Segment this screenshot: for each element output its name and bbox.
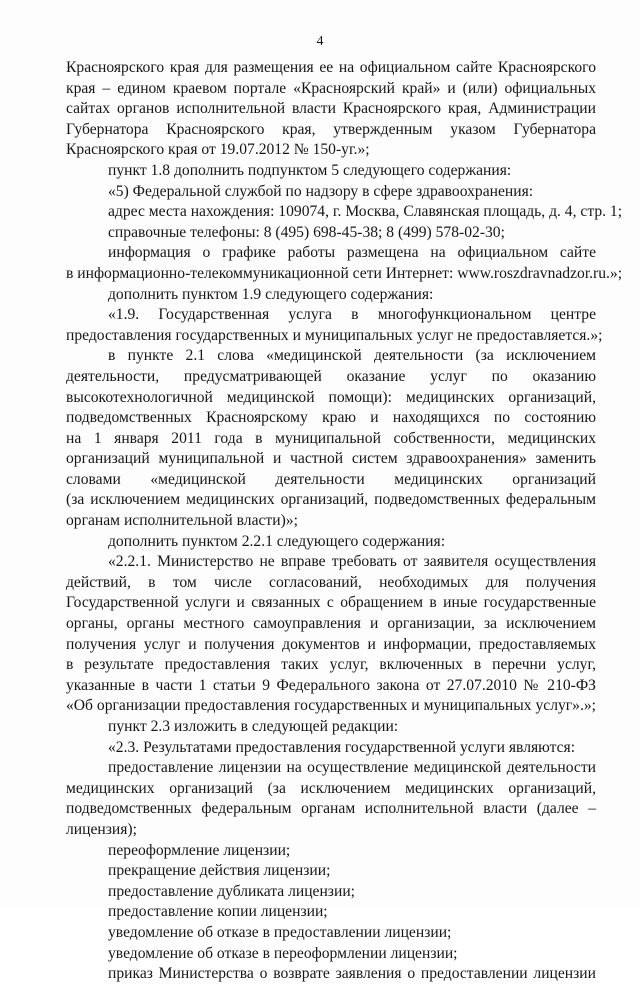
text-line: информация о графике работы размещена на официальном сайте (108, 244, 596, 262)
text-line: Красноярского края от 19.07.2012 № 150-уг.»; (66, 141, 370, 159)
text-line: в пункте 2.1 слова «медицинской деятельности (за исключением (108, 347, 596, 365)
text-line: «Об организации предоставления государственных и муниципальных услуг».»; (66, 697, 596, 715)
text-line: пункт 1.8 дополнить подпунктом 5 следующего содержания: (108, 161, 512, 179)
text-line: действий, в том числе согласований, необходимых для получения (66, 573, 596, 591)
text-line: медицинских организаций (за исключением медицинских организаций, (66, 779, 596, 797)
text-line: подведомственных федеральным органам исполнительной власти (далее – (66, 800, 596, 818)
text-line: предоставление копии лицензии; (108, 903, 328, 921)
text-line: подведомственных Красноярскому краю и находящихся по состоянию (66, 409, 596, 427)
text-line: «1.9. Государственная услуга в многофункциональном центре (108, 306, 596, 324)
text-line: организаций муниципальной и частной систем здравоохранения» заменить (66, 450, 596, 468)
text-line: «2.2.1. Министерство не вправе требовать от заявителя осуществления (108, 553, 596, 571)
text-line: в результате предоставления таких услуг, включенных в перечни услуг, (66, 656, 596, 674)
text-line: приказ Министерства о возврате заявления о предоставлении лицензии (108, 965, 596, 983)
text-line: справочные телефоны: 8 (495) 698-45-38; 8 (499) 578-02-30; (108, 223, 505, 241)
text-line: прекращение действия лицензии; (108, 862, 331, 880)
text-line: края – едином краевом портале «Красноярский край» и (или) официальных (66, 79, 596, 97)
text-line: адрес места нахождения: 109074, г. Москва, Славянская площадь, д. 4, стр. 1; (108, 203, 623, 221)
text-line: органам исполнительной власти)»; (66, 512, 298, 530)
text-line: Государственной услуги и связанных с обращением в иные государственные (66, 594, 596, 612)
text-line: лицензия); (66, 820, 137, 838)
text-line: органы, органы местного самоуправления и организации, за исключением (66, 615, 596, 633)
text-line: деятельности, предусматривающей оказание услуг по оказанию (66, 367, 596, 385)
text-line: словами «медицинской деятельности медицинских организаций (66, 470, 596, 488)
text-line: высокотехнологичной медицинской помощи): медицинских организаций, (66, 388, 596, 406)
text-line: предоставления государственных и муниципальных услуг не предоставляется.»; (66, 326, 603, 344)
text-line: пункт 2.3 изложить в следующей редакции: (108, 718, 399, 735)
text-line: сайтах органов исполнительной власти Красноярского края, Администрации (66, 100, 596, 118)
text-line: предоставление лицензии на осуществление медицинской деятельности (108, 759, 596, 777)
text-line: Губернатора Красноярского края, утвержденным указом Губернатора (66, 120, 596, 138)
document-body (66, 58, 623, 985)
text-line: предоставление дубликата лицензии; (108, 882, 355, 900)
text-line: «5) Федеральной службой по надзору в сфере здравоохранения: (108, 182, 534, 200)
text-line: уведомление об отказе в переоформлении лицензии; (108, 944, 458, 962)
page-number: 4 (316, 34, 324, 49)
text-line: указанные в части 1 статьи 9 Федерального закона от 27.07.2010 № 210-ФЗ (66, 676, 596, 694)
text-line: Красноярского края для размещения ее на официальном сайте Красноярского (66, 59, 596, 76)
text-line: «2.3. Результатами предоставления государственной услуги являются: (108, 738, 576, 756)
text-line: дополнить пунктом 2.2.1 следующего содержания: (108, 532, 446, 550)
text-line: в информационно-телекоммуникационной сети Интернет: www.roszdravnadzor.ru.»; (66, 264, 623, 282)
text-line: переоформление лицензии; (108, 841, 291, 859)
text-line: уведомление об отказе в предоставлении лицензии; (108, 923, 452, 941)
text-line: получения услуг и получения документов и информации, предоставляемых (66, 635, 596, 653)
text-line: на 1 января 2011 года в муниципальной собственности, медицинских (66, 429, 596, 447)
text-line: дополнить пунктом 1.9 следующего содержания: (108, 285, 434, 303)
text-line: (за исключением медицинских организаций, подведомственных федеральным (66, 491, 596, 509)
